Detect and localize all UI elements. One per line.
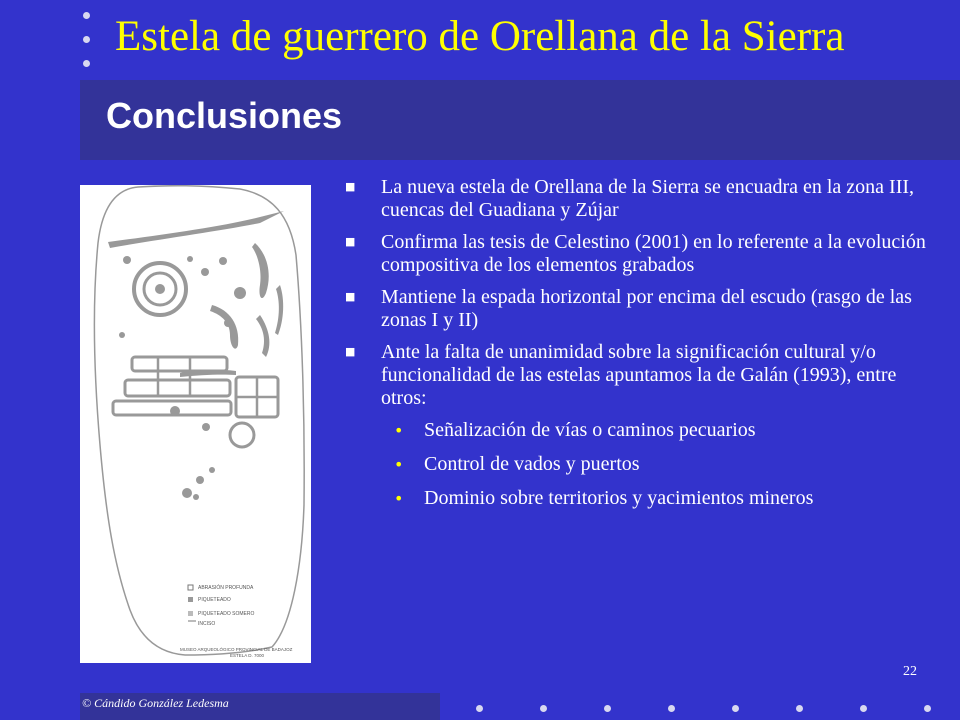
dot-bullet-icon: •: [394, 489, 404, 508]
bullet-item: ■ Ante la falta de unanimidad sobre la significación cultural y/o funcionalidad de las estelas apuntamos la de Galán (1993), entre otros:: [345, 341, 897, 409]
dot-bullet-icon: •: [394, 455, 404, 474]
square-bullet-icon: ■: [345, 180, 356, 193]
bullet-item: ■ La nueva estela de Orellana de la Sierra se encuadra en la zona III, cuencas del Guadiana y Zújar: [345, 176, 915, 221]
title-dots-decoration: [83, 6, 95, 76]
figure-caption: ESTELA D. 7000: [230, 653, 265, 658]
bullet-item: ■ Confirma las tesis de Celestino (2001) en lo referente a la evolución compositiva de los elementos grabados: [345, 231, 926, 276]
page-number: 22: [903, 664, 917, 679]
sub-bullet-item: • Control de vados y puertos: [394, 453, 640, 475]
square-bullet-icon: ■: [345, 345, 356, 358]
slide-title: Estela de guerrero de Orellana de la Sierra: [115, 13, 845, 60]
slide-subtitle: Conclusiones: [106, 95, 343, 136]
dot-bullet-icon: •: [394, 421, 404, 440]
bullet-list: [345, 176, 945, 521]
legend-label: ABRASIÓN PROFUNDA: [198, 585, 254, 591]
footer-copyright: © Cándido González Ledesma: [82, 696, 229, 710]
square-bullet-icon: ■: [345, 290, 356, 303]
footer-dots-decoration: [476, 705, 946, 717]
stele-drawing-svg: [80, 185, 311, 663]
stele-drawing: [80, 185, 311, 663]
sub-bullet-item: • Dominio sobre territorios y yacimientos mineros: [394, 487, 814, 509]
legend-label: INCISO: [198, 621, 216, 627]
square-bullet-icon: ■: [345, 235, 356, 248]
figure-caption: MUSEO ARQUEOLÓGICO PROVINCIAL DE BADAJOZ: [180, 647, 293, 652]
legend-label: PIQUETEADO: [198, 597, 231, 603]
sub-bullet-item: • Señalización de vías o caminos pecuarios: [394, 419, 756, 441]
legend-label: PIQUETEADO SOMERO: [198, 611, 255, 617]
bullet-item: ■ Mantiene la espada horizontal por encima del escudo (rasgo de las zonas I y II): [345, 286, 912, 331]
